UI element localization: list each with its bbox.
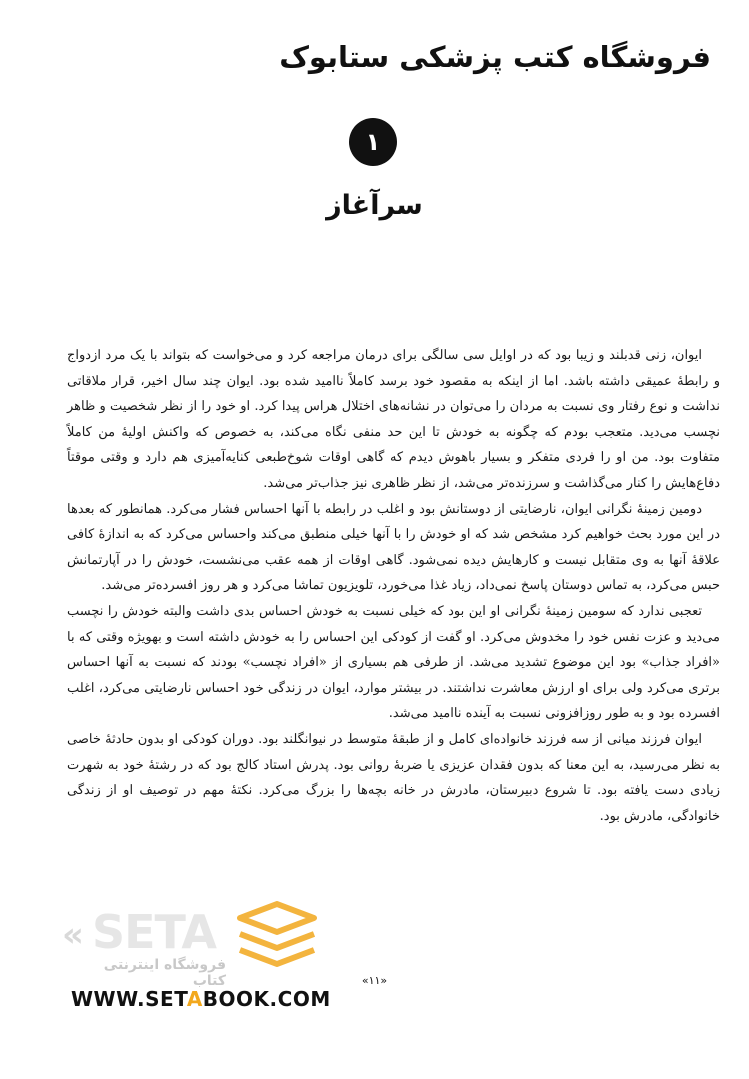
page-number: «۱۱» xyxy=(361,974,388,987)
chapter-number-badge xyxy=(349,118,397,166)
brand-wordmark: SETA xyxy=(92,905,216,959)
paragraph: ایوان، زنی قدبلند و زیبا بود که در اوایل سی سالگی برای درمان مراجعه کرد و می‌خواست که بتواند با یک مرد ازدواج و رابطهٔ عمیقی داشته باشد. اما از اینکه به مقصود خود برسد کاملاً ناامید شده بود. ایوان چند سال اخیر، قرار ملاقاتی نداشت و نوع رفتار وی نسبت به مردان را می‌توان در نشانه‌های اختلال هراس پیدا کرد. او خود را از نظر شخصیت و ظاهر نچسب می‌دید. متعجب بودم که چگونه به خودش تا این حد منفی نگاه می‌کند، به خصوص که واکنش اولیهٔ من کاملاً متفاوت بود. من او را فردی متفکر و بسیار باهوش دیدم که گاهی اوقات شوخ‌طبعی کنایه‌آمیزی هم دارد و وقتی موقتاً دفاع‌هایش را کنار می‌گذاشت و سرزنده‌تر می‌شد، از نظر ظاهری نیز جذاب‌تر می‌شد. xyxy=(67,348,720,491)
watermark-brand xyxy=(62,905,232,989)
paragraph: تعجبی ندارد که سومین زمینهٔ نگرانی او این بود که خیلی نسبت به خودش احساس بدی داشت والبته خودش را نچسب می‌دید و عزت نفس خود را مخدوش می‌کرد. او گفت از کودکی این احساس را به خودش داشته است و بهویژه وقتی که با «افراد جذاب» بود این موضوع تشدید می‌شد. از طرفی هم بسیاری از «افراد نچسب» بودند که نسبت به آنها احساس برتری می‌کرد ولی برای او ارزش معاشرت نداشتند. در بیشتر موارد، ایوان در زندگی خود احساس نارضایتی می‌کرد، اغلب افسرده بود و به طور روزافزونی نسبت به آینده ناامید می‌شد. xyxy=(67,603,720,722)
site-url-suffix: BOOK.COM xyxy=(202,987,331,1011)
paragraph: ایوان فرزند میانی از سه فرزند خانواده‌ای کامل و از طبقهٔ متوسط در نیوانگلند بود. دوران کودکی او بدون حادثهٔ خاصی به نظر می‌رسید، به این معنا که بدون فقدان عزیزی یا ضربهٔ روانی بود. پدرش استاد کالج بود که در رشتهٔ خود به شهرت زیادی دست یافته بود. تا شروع دبیرستان، مادرش در خانه بچه‌ها را بزرگ می‌کرد. نکتهٔ مهم در توصیف او از زندگی خانوادگی، مادرش بود. xyxy=(67,731,720,824)
chevrons-icon: « xyxy=(62,915,84,955)
site-url-accent: A xyxy=(186,987,203,1011)
store-title: فروشگاه کتب پزشکی ستابوک xyxy=(279,40,711,74)
brand-tagline: فروشگاه اینترنتی کتاب xyxy=(103,957,226,989)
paragraph: دومین زمینهٔ نگرانی ایوان، نارضایتی از دوستانش بود و اغلب در رابطه با آنها احساس فشار می‌کرد. همانطور که بعدها در این مورد بحث خواهیم کرد مشخص شد که او خودش را با آنها خیلی منطبق می‌کند واحساس می‌کرد که به اندازهٔ کافی علاقهٔ آنها به وی متقابل نیست و کارهایش دیده نمی‌شود. گاهی اوقات از همه عقب می‌نشست، خودش را در آپارتمانش حبس می‌کرد، به تماس دوستان پاسخ نمی‌داد، زیاد غذا می‌خورد، تلویزیون تماشا می‌کرد و هر روز افسرده‌تر می‌شد. xyxy=(67,501,720,594)
site-url-prefix: WWW.SET xyxy=(71,987,187,1011)
body-text xyxy=(67,343,720,829)
chapter-number: ۱ xyxy=(365,128,381,156)
site-url xyxy=(71,987,331,1011)
book-stack-logo-icon xyxy=(232,900,322,970)
chapter-title: سرآغاز xyxy=(326,190,423,221)
